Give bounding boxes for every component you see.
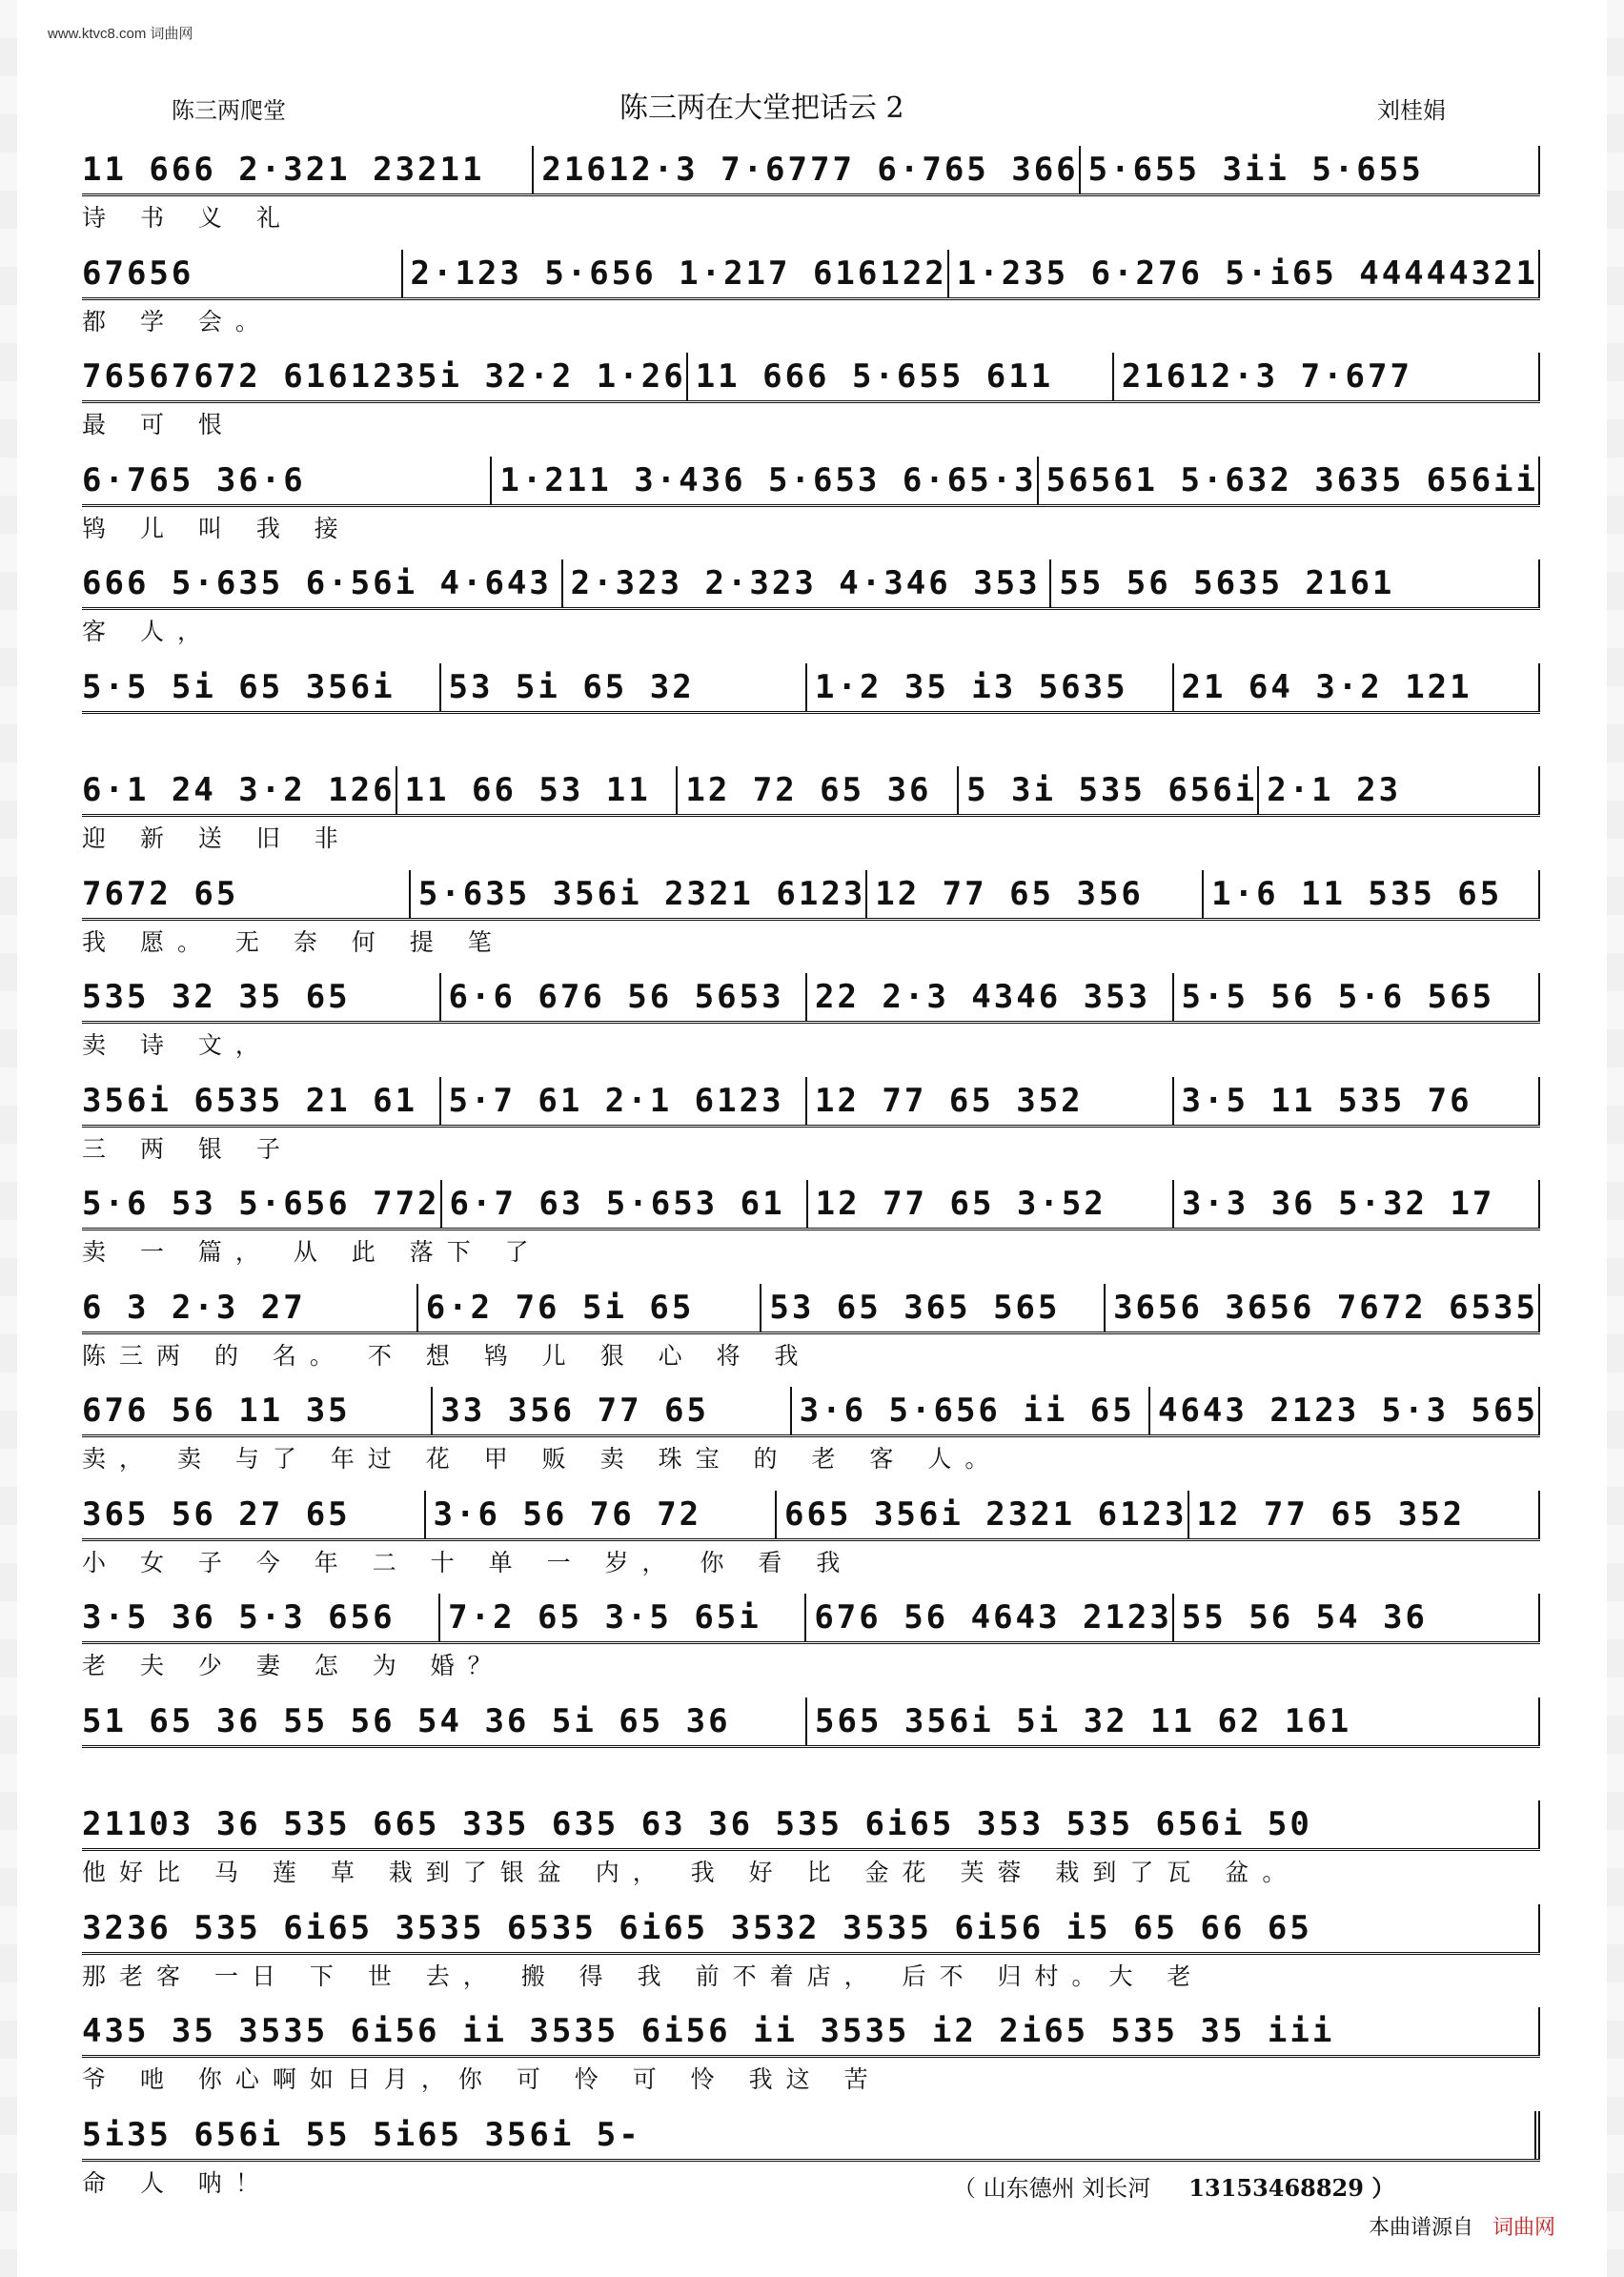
score-system [82, 1379, 1540, 1483]
lyric-line: 命 人 呐！ [82, 2168, 273, 2197]
score-system [82, 1897, 1540, 2001]
measure: 3·3 36 5·32 17 [1172, 1180, 1540, 1228]
measure: 21103 36 535 665 335 635 63 36 535 6i65 353 535 656i 50 [82, 1800, 1540, 1848]
score-system [82, 1483, 1540, 1587]
score-system [82, 2000, 1540, 2104]
lyric-line: 鸨 儿 叫 我 接 [82, 514, 352, 542]
notation-line [82, 656, 1540, 714]
measure: 5 3i 535 656i [957, 766, 1257, 814]
score-system [82, 552, 1540, 656]
notation-line [82, 242, 1540, 300]
measure: 6·6 676 56 5653 [439, 973, 806, 1021]
lyric-line: 诗 书 义 礼 [82, 204, 294, 232]
notation-line [82, 1586, 1540, 1644]
measure: 666 5·635 6·56i 4·643 [82, 564, 552, 602]
measure: 535 32 35 65 [82, 978, 351, 1016]
lyric-line: 客 人， [82, 618, 214, 645]
measure: 5·5 5i 65 356i [82, 667, 396, 706]
score-system [82, 656, 1540, 760]
measure: 676 56 11 35 [82, 1392, 351, 1430]
lyric-line: 卖， 卖 与了 年过 花 甲 贩 卖 珠宝 的 老 客 人。 [82, 1445, 1003, 1473]
score-system [82, 863, 1540, 966]
footer-credit-text: （ 山东德州 刘长河 [953, 2175, 1151, 2202]
notation-line [82, 1483, 1540, 1541]
measure: 565 356i 5i 32 11 62 161 [805, 1698, 1540, 1745]
score-system [82, 1690, 1540, 1794]
measure: 5·6 53 5·656 772 [82, 1185, 440, 1223]
score-system [82, 1586, 1540, 1690]
score-system [82, 138, 1540, 242]
page-title: 陈三两在大堂把话云 2 [619, 91, 904, 125]
notation-line [82, 138, 1540, 196]
notation-line [82, 1793, 1540, 1851]
measure: 55 56 54 36 [1172, 1594, 1540, 1641]
measure: 7·2 65 3·5 65i [438, 1594, 804, 1641]
measure: 5i35 656i 55 5i65 356i 5- [82, 2111, 1540, 2159]
measure: 5·7 61 2·1 6123 [439, 1077, 806, 1125]
notation-line [82, 966, 1540, 1024]
measure: 2·1 23 [1257, 766, 1540, 814]
right-watermark-strip [1607, 0, 1624, 2277]
source-brand: 词曲网 [1492, 2216, 1556, 2240]
measure: 3·5 11 535 76 [1172, 1077, 1541, 1125]
lyric-line: 迎 新 送 旧 非 [82, 824, 352, 852]
measure: 21612·3 7·6777 6·765 366 [532, 146, 1078, 193]
measure: 12 77 65 352 [1188, 1491, 1541, 1538]
score-system [82, 242, 1540, 346]
lyric-line: 爷 吔 你心啊如日月，你 可 怜 可 怜 我这 苦 [82, 2065, 882, 2093]
measure: 356i 6535 21 61 [82, 1081, 418, 1120]
measure: 51 65 36 55 56 54 36 5i 65 36 [82, 1701, 731, 1740]
score-system [82, 449, 1540, 553]
source-label: 本曲谱源自 [1369, 2216, 1474, 2240]
measure: 665 356i 2321 6123 [775, 1491, 1187, 1538]
measure: 11 66 53 11 [396, 766, 677, 814]
lyric-line: 小 女 子 今 年 二 十 单 一 岁， 你 看 我 [82, 1548, 854, 1576]
measure: 53 65 365 565 [760, 1284, 1104, 1332]
measure: 11 666 2·321 23211 [82, 151, 485, 189]
measure: 5·635 356i 2321 6123 [409, 870, 865, 918]
notation-line [82, 1690, 1540, 1748]
measure: 21612·3 7·677 [1112, 353, 1540, 400]
subtitle-left: 陈三两爬堂 [172, 97, 286, 124]
lyric-line: 他好比 马 莲 草 栽到了银盆 内， 我 好 比 金花 芙蓉 栽到了瓦 盆。 [82, 1859, 1300, 1886]
measure: 3656 3656 7672 6535 [1104, 1284, 1540, 1332]
measure: 1·2 35 i3 5635 [805, 663, 1172, 711]
measure: 3236 535 6i65 3535 6535 6i65 3532 3535 6i56 i5 65 66 65 [82, 1904, 1540, 1952]
performer-name: 刘桂娟 [1377, 97, 1446, 124]
notation-line [82, 1069, 1540, 1128]
lyric-line: 卖 诗 文， [82, 1031, 273, 1059]
footer-credit [953, 2169, 1394, 2203]
measure: 12 77 65 356 [865, 870, 1202, 918]
measure: 3·6 56 76 72 [424, 1491, 776, 1538]
measure: 53 5i 65 32 [439, 663, 806, 711]
score-system [82, 1276, 1540, 1380]
notation-line [82, 2000, 1540, 2058]
measure: 6·2 76 5i 65 [416, 1284, 761, 1332]
measure: 67656 [82, 254, 194, 293]
measure: 76567672 6161235i 32·2 1·26 [82, 357, 686, 396]
measure: 12 72 65 36 [676, 766, 957, 814]
notation-line [82, 552, 1540, 610]
notation-line [82, 2104, 1540, 2162]
measure: 55 56 5635 2161 [1049, 559, 1540, 607]
measure: 435 35 3535 6i56 ii 3535 6i56 ii 3535 i2 2i65 535 35 iii [82, 2007, 1540, 2055]
score-system [82, 1793, 1540, 1897]
notation-line [82, 1276, 1540, 1334]
measure: 1·6 11 535 65 [1202, 870, 1540, 918]
lyric-line: 我 愿。 无 奈 何 提 笔 [82, 927, 505, 956]
notation-line [82, 449, 1540, 507]
lyric-line: 三 两 银 子 [82, 1134, 294, 1163]
measure: 12 77 65 3·52 [806, 1180, 1172, 1228]
lyric-line: 老 夫 少 妻 怎 为 婚？ [82, 1652, 505, 1679]
notation-line [82, 759, 1540, 817]
notation-line [82, 863, 1540, 921]
notation-line [82, 1172, 1540, 1230]
score-system [82, 966, 1540, 1069]
score-system [82, 759, 1540, 863]
score-system [82, 1172, 1540, 1276]
measure: 56561 5·632 3635 656ii [1037, 457, 1540, 504]
source-credit [1369, 2211, 1555, 2241]
measure: 12 77 65 352 [805, 1077, 1172, 1125]
lyric-line: 陈三两 的 名。 不 想 鸨 儿 狠 心 将 我 [82, 1341, 812, 1370]
measure: 6·7 63 5·653 61 [440, 1180, 806, 1228]
measure: 3·6 5·656 ii 65 [790, 1387, 1148, 1434]
score [82, 138, 1540, 2206]
left-watermark-strip [0, 0, 17, 2277]
measure: 6·1 24 3·2 126 [82, 771, 396, 809]
lyric-line: 都 学 会。 [82, 307, 273, 335]
measure: 7672 65 [82, 874, 239, 913]
lyric-line [82, 1751, 1540, 1785]
measure: 5·655 3ii 5·655 [1079, 146, 1540, 193]
measure: 22 2·3 4346 353 [805, 973, 1172, 1021]
site-url: www.ktvc8.com 词曲网 [48, 26, 193, 42]
measure: 4643 2123 5·3 565 [1148, 1387, 1540, 1434]
measure: 11 666 5·655 611 [686, 353, 1112, 400]
measure: 6 3 2·3 27 [82, 1288, 306, 1327]
lyric-line [82, 717, 1540, 751]
measure: 676 56 4643 2123 [804, 1594, 1172, 1641]
lyric-line: 卖 一 篇， 从 此 落下 了 [82, 1238, 542, 1266]
measure: 33 356 77 65 [431, 1387, 789, 1434]
measure: 5·5 56 5·6 565 [1172, 973, 1541, 1021]
measure: 2·123 5·656 1·217 616122 [401, 250, 947, 297]
measure: 365 56 27 65 [82, 1494, 351, 1534]
score-system [82, 345, 1540, 449]
measure: 21 64 3·2 121 [1172, 663, 1541, 711]
lyric-line: 最 可 恨 [82, 411, 235, 438]
notation-line [82, 1897, 1540, 1955]
footer-phone: 13153468829 ） [1188, 2174, 1395, 2202]
measure: 6·765 36·6 [82, 460, 306, 499]
score-system [82, 1069, 1540, 1173]
measure: 1·211 3·436 5·653 6·65·3 [490, 457, 1036, 504]
measure: 2·323 2·323 4·346 353 [561, 559, 1050, 607]
measure: 3·5 36 5·3 656 [82, 1598, 396, 1637]
notation-line [82, 1379, 1540, 1437]
lyric-line: 那老客 一日 下 世 去， 搬 得 我 前不着店， 后不 归村。大 老 [82, 1962, 1205, 1990]
notation-line [82, 345, 1540, 403]
measure: 1·235 6·276 5·i65 44444321 [947, 250, 1540, 297]
